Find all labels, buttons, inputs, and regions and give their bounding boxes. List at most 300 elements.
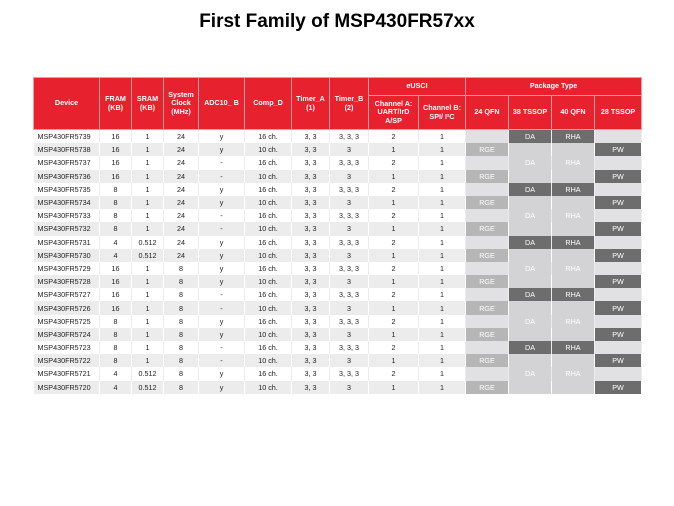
cell-sram: 1 [132,288,164,301]
cell-28-tssop [595,130,642,144]
cell-fram: 4 [100,381,132,394]
cell-40-qfn: RHA [552,183,595,196]
cell-device: MSP430FR5727 [34,288,100,301]
cell-device: MSP430FR5726 [34,301,100,314]
header-device: Device [34,78,100,130]
cell-40-qfn [552,196,595,209]
cell-adc: y [199,130,245,144]
cell-timer-a: 3, 3 [292,143,330,156]
cell-clock: 24 [164,196,199,209]
cell-adc: - [199,222,245,235]
cell-24-qfn: RGE [466,222,509,235]
cell-adc: y [199,275,245,288]
cell-24-qfn: RGE [466,354,509,367]
cell-device: MSP430FR5724 [34,328,100,341]
cell-38-tssop: DA [509,262,552,275]
cell-sram: 1 [132,222,164,235]
cell-fram: 4 [100,367,132,380]
cell-40-qfn [552,143,595,156]
cell-channel-a: 2 [369,183,419,196]
cell-timer-b: 3 [330,143,369,156]
cell-adc: - [199,301,245,314]
cell-fram: 8 [100,354,132,367]
header-28-tssop: 28 TSSOP [595,96,642,130]
cell-28-tssop [595,183,642,196]
cell-38-tssop [509,381,552,394]
cell-timer-b: 3, 3, 3 [330,315,369,328]
device-spec-table [33,77,642,394]
cell-38-tssop: DA [509,315,552,328]
cell-channel-a: 2 [369,130,419,144]
cell-28-tssop: PW [595,143,642,156]
cell-timer-a: 3, 3 [292,288,330,301]
header-sram: SRAM (KB) [132,78,164,130]
cell-channel-b: 1 [419,367,466,380]
cell-timer-a: 3, 3 [292,262,330,275]
cell-device: MSP430FR5739 [34,130,100,144]
header-fram: FRAM (KB) [100,78,132,130]
cell-device: MSP430FR5728 [34,275,100,288]
cell-clock: 8 [164,275,199,288]
cell-timer-a: 3, 3 [292,209,330,222]
cell-adc: y [199,315,245,328]
cell-clock: 8 [164,301,199,314]
cell-comp: 10 ch. [245,249,292,262]
cell-device: MSP430FR5737 [34,156,100,169]
cell-40-qfn [552,381,595,394]
cell-timer-b: 3, 3, 3 [330,236,369,249]
cell-timer-a: 3, 3 [292,328,330,341]
table-row [34,315,642,328]
cell-channel-b: 1 [419,275,466,288]
cell-channel-a: 2 [369,315,419,328]
cell-timer-a: 3, 3 [292,341,330,354]
cell-fram: 8 [100,196,132,209]
cell-sram: 0.512 [132,236,164,249]
cell-clock: 24 [164,236,199,249]
cell-timer-b: 3 [330,354,369,367]
cell-timer-a: 3, 3 [292,183,330,196]
header-comp: Comp_D [245,78,292,130]
header-timer-a: Timer_A (1) [292,78,330,130]
cell-sram: 1 [132,354,164,367]
cell-40-qfn: RHA [552,341,595,354]
cell-28-tssop: PW [595,249,642,262]
cell-comp: 10 ch. [245,301,292,314]
cell-adc: y [199,262,245,275]
cell-sram: 0.512 [132,367,164,380]
table-row [34,288,642,301]
table-row [34,236,642,249]
cell-38-tssop [509,222,552,235]
cell-channel-b: 1 [419,262,466,275]
table-row [34,183,642,196]
cell-comp: 16 ch. [245,236,292,249]
cell-24-qfn [466,341,509,354]
cell-clock: 24 [164,183,199,196]
cell-channel-b: 1 [419,222,466,235]
cell-channel-a: 1 [369,301,419,314]
cell-timer-a: 3, 3 [292,315,330,328]
table-row [34,196,642,209]
cell-38-tssop [509,249,552,262]
cell-clock: 24 [164,170,199,183]
cell-fram: 16 [100,262,132,275]
cell-timer-b: 3, 3, 3 [330,341,369,354]
cell-device: MSP430FR5733 [34,209,100,222]
cell-channel-b: 1 [419,170,466,183]
cell-40-qfn: RHA [552,288,595,301]
cell-adc: y [199,236,245,249]
cell-channel-b: 1 [419,249,466,262]
cell-timer-a: 3, 3 [292,301,330,314]
cell-fram: 16 [100,275,132,288]
header-package-type: Package Type [466,78,642,96]
cell-38-tssop [509,143,552,156]
cell-device: MSP430FR5723 [34,341,100,354]
cell-28-tssop: PW [595,301,642,314]
cell-adc: y [199,367,245,380]
table-row [34,381,642,394]
cell-timer-b: 3, 3, 3 [330,209,369,222]
cell-40-qfn: RHA [552,367,595,380]
cell-adc: - [199,354,245,367]
table-header [34,78,642,130]
cell-fram: 8 [100,315,132,328]
cell-channel-a: 2 [369,236,419,249]
cell-fram: 8 [100,328,132,341]
cell-timer-b: 3 [330,170,369,183]
cell-adc: y [199,143,245,156]
cell-adc: - [199,170,245,183]
cell-channel-a: 2 [369,341,419,354]
cell-channel-a: 2 [369,262,419,275]
cell-channel-a: 1 [369,249,419,262]
cell-comp: 16 ch. [245,341,292,354]
cell-channel-b: 1 [419,156,466,169]
cell-comp: 16 ch. [245,288,292,301]
cell-38-tssop [509,170,552,183]
cell-device: MSP430FR5731 [34,236,100,249]
cell-clock: 8 [164,262,199,275]
cell-24-qfn: RGE [466,143,509,156]
cell-24-qfn: RGE [466,196,509,209]
cell-24-qfn [466,156,509,169]
cell-24-qfn: RGE [466,275,509,288]
cell-comp: 10 ch. [245,328,292,341]
cell-comp: 16 ch. [245,183,292,196]
cell-38-tssop: DA [509,341,552,354]
cell-device: MSP430FR5720 [34,381,100,394]
cell-channel-b: 1 [419,288,466,301]
header-40-qfn: 40 QFN [552,96,595,130]
cell-28-tssop [595,315,642,328]
cell-sram: 1 [132,315,164,328]
cell-comp: 10 ch. [245,381,292,394]
cell-channel-a: 1 [369,143,419,156]
cell-channel-a: 2 [369,209,419,222]
cell-adc: y [199,381,245,394]
cell-adc: - [199,288,245,301]
cell-adc: y [199,249,245,262]
cell-24-qfn: RGE [466,249,509,262]
cell-adc: y [199,196,245,209]
cell-clock: 24 [164,209,199,222]
cell-timer-a: 3, 3 [292,130,330,144]
cell-fram: 16 [100,288,132,301]
cell-sram: 1 [132,262,164,275]
cell-clock: 8 [164,315,199,328]
cell-40-qfn: RHA [552,315,595,328]
page-title: First Family of MSP430FR57xx [199,11,475,32]
cell-timer-a: 3, 3 [292,275,330,288]
cell-sram: 1 [132,196,164,209]
cell-comp: 16 ch. [245,209,292,222]
cell-timer-b: 3, 3, 3 [330,367,369,380]
cell-sram: 1 [132,301,164,314]
cell-comp: 10 ch. [245,143,292,156]
cell-38-tssop [509,196,552,209]
cell-28-tssop [595,236,642,249]
cell-clock: 8 [164,341,199,354]
cell-24-qfn [466,183,509,196]
cell-timer-a: 3, 3 [292,196,330,209]
cell-channel-b: 1 [419,130,466,144]
cell-sram: 1 [132,183,164,196]
cell-fram: 16 [100,170,132,183]
cell-device: MSP430FR5725 [34,315,100,328]
cell-device: MSP430FR5721 [34,367,100,380]
cell-comp: 16 ch. [245,367,292,380]
cell-timer-b: 3, 3, 3 [330,130,369,144]
cell-24-qfn [466,236,509,249]
cell-fram: 4 [100,249,132,262]
cell-timer-a: 3, 3 [292,236,330,249]
cell-device: MSP430FR5730 [34,249,100,262]
cell-28-tssop: PW [595,275,642,288]
table-row [34,301,642,314]
cell-24-qfn: RGE [466,381,509,394]
cell-comp: 10 ch. [245,275,292,288]
cell-comp: 10 ch. [245,170,292,183]
cell-40-qfn [552,249,595,262]
cell-40-qfn: RHA [552,236,595,249]
cell-sram: 1 [132,275,164,288]
cell-24-qfn: RGE [466,328,509,341]
cell-timer-b: 3 [330,222,369,235]
cell-28-tssop [595,156,642,169]
cell-24-qfn [466,367,509,380]
cell-device: MSP430FR5732 [34,222,100,235]
header-eusci: eUSCI [369,78,466,96]
cell-channel-b: 1 [419,183,466,196]
cell-28-tssop: PW [595,328,642,341]
cell-40-qfn [552,354,595,367]
cell-28-tssop [595,288,642,301]
cell-fram: 16 [100,156,132,169]
cell-clock: 24 [164,143,199,156]
cell-adc: y [199,328,245,341]
cell-comp: 10 ch. [245,196,292,209]
header-channel-b: Channel B: SPI/ I²C [419,96,466,130]
cell-timer-b: 3 [330,381,369,394]
cell-channel-a: 1 [369,170,419,183]
cell-channel-a: 1 [369,222,419,235]
cell-fram: 8 [100,183,132,196]
cell-comp: 10 ch. [245,222,292,235]
cell-40-qfn: RHA [552,262,595,275]
cell-fram: 16 [100,301,132,314]
cell-clock: 8 [164,328,199,341]
cell-40-qfn [552,170,595,183]
cell-comp: 16 ch. [245,156,292,169]
cell-40-qfn [552,301,595,314]
cell-adc: - [199,209,245,222]
cell-fram: 16 [100,143,132,156]
cell-28-tssop [595,367,642,380]
cell-28-tssop [595,262,642,275]
table-row [34,209,642,222]
cell-channel-b: 1 [419,341,466,354]
cell-sram: 0.512 [132,381,164,394]
cell-timer-a: 3, 3 [292,156,330,169]
cell-24-qfn [466,315,509,328]
cell-sram: 1 [132,170,164,183]
cell-timer-a: 3, 3 [292,170,330,183]
cell-channel-b: 1 [419,236,466,249]
cell-channel-a: 1 [369,196,419,209]
cell-comp: 16 ch. [245,130,292,144]
header-clock: System Clock (MHz) [164,78,199,130]
cell-38-tssop [509,275,552,288]
cell-28-tssop: PW [595,222,642,235]
cell-38-tssop: DA [509,156,552,169]
cell-28-tssop: PW [595,196,642,209]
cell-24-qfn [466,288,509,301]
header-adc: ADC10_ B [199,78,245,130]
cell-clock: 8 [164,367,199,380]
cell-sram: 1 [132,209,164,222]
table-row [34,170,642,183]
cell-38-tssop: DA [509,209,552,222]
cell-channel-b: 1 [419,301,466,314]
cell-channel-b: 1 [419,315,466,328]
cell-timer-b: 3 [330,196,369,209]
cell-timer-a: 3, 3 [292,249,330,262]
cell-40-qfn [552,222,595,235]
cell-timer-b: 3 [330,249,369,262]
cell-comp: 10 ch. [245,354,292,367]
cell-channel-a: 1 [369,354,419,367]
table-row [34,354,642,367]
cell-sram: 1 [132,143,164,156]
header-38-tssop: 38 TSSOP [509,96,552,130]
cell-clock: 24 [164,156,199,169]
cell-40-qfn: RHA [552,209,595,222]
cell-channel-b: 1 [419,143,466,156]
cell-channel-a: 2 [369,367,419,380]
cell-timer-b: 3 [330,328,369,341]
cell-device: MSP430FR5729 [34,262,100,275]
cell-timer-b: 3 [330,301,369,314]
table-row [34,222,642,235]
cell-38-tssop: DA [509,367,552,380]
cell-channel-a: 2 [369,156,419,169]
cell-clock: 8 [164,354,199,367]
cell-adc: - [199,156,245,169]
cell-timer-b: 3, 3, 3 [330,288,369,301]
cell-adc: - [199,341,245,354]
cell-device: MSP430FR5734 [34,196,100,209]
cell-38-tssop: DA [509,183,552,196]
cell-38-tssop: DA [509,130,552,144]
table-row [34,249,642,262]
cell-channel-a: 1 [369,275,419,288]
cell-fram: 16 [100,130,132,144]
cell-device: MSP430FR5738 [34,143,100,156]
table-body [34,130,642,394]
cell-timer-b: 3, 3, 3 [330,156,369,169]
table-row [34,341,642,354]
cell-channel-a: 1 [369,381,419,394]
cell-fram: 8 [100,222,132,235]
table-row [34,130,642,144]
cell-24-qfn [466,130,509,144]
cell-28-tssop [595,209,642,222]
cell-sram: 1 [132,130,164,144]
cell-timer-b: 3 [330,275,369,288]
cell-24-qfn [466,262,509,275]
cell-channel-b: 1 [419,381,466,394]
table-row [34,262,642,275]
cell-timer-a: 3, 3 [292,222,330,235]
table-row [34,156,642,169]
cell-38-tssop [509,301,552,314]
cell-channel-a: 2 [369,288,419,301]
header-timer-b: Timer_B (2) [330,78,369,130]
cell-channel-b: 1 [419,354,466,367]
cell-clock: 24 [164,130,199,144]
cell-timer-b: 3, 3, 3 [330,262,369,275]
cell-clock: 24 [164,249,199,262]
cell-38-tssop: DA [509,236,552,249]
cell-24-qfn: RGE [466,170,509,183]
table-row [34,143,642,156]
cell-adc: y [199,183,245,196]
cell-clock: 8 [164,381,199,394]
cell-sram: 1 [132,341,164,354]
table-row [34,367,642,380]
cell-device: MSP430FR5722 [34,354,100,367]
cell-timer-a: 3, 3 [292,367,330,380]
cell-sram: 1 [132,156,164,169]
cell-channel-a: 1 [369,328,419,341]
cell-channel-b: 1 [419,209,466,222]
cell-sram: 1 [132,328,164,341]
header-24-qfn: 24 QFN [466,96,509,130]
cell-28-tssop: PW [595,354,642,367]
cell-24-qfn [466,209,509,222]
cell-40-qfn [552,275,595,288]
cell-24-qfn: RGE [466,301,509,314]
cell-timer-a: 3, 3 [292,381,330,394]
cell-channel-b: 1 [419,328,466,341]
cell-40-qfn: RHA [552,156,595,169]
cell-device: MSP430FR5736 [34,170,100,183]
cell-38-tssop [509,328,552,341]
cell-timer-a: 3, 3 [292,354,330,367]
table-row [34,275,642,288]
